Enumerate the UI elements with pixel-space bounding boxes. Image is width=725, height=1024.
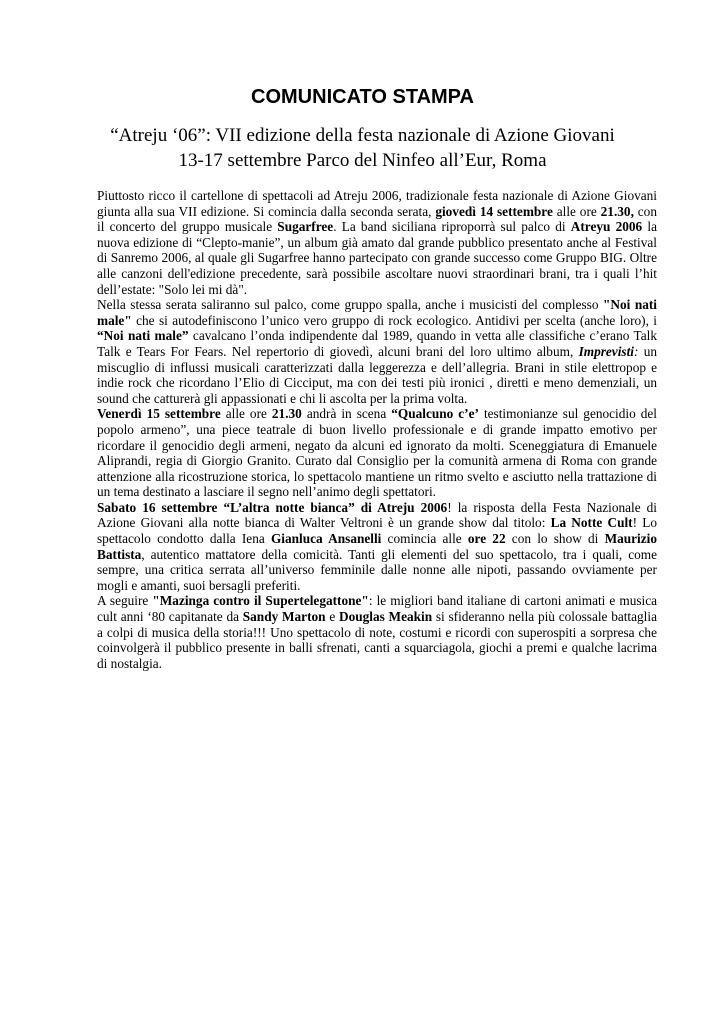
bold-text-run: "Mazinga contro il Supertelegattone" bbox=[152, 593, 369, 609]
text-run: . La band siciliana riproporrà sul palco di bbox=[333, 219, 571, 235]
text-run: ! la risposta della Festa Nazionale di Azione Giovani alla notte bianca di Walter Veltroni è un grande show dal titolo: bbox=[97, 499, 658, 531]
text-run: alle ore bbox=[552, 203, 601, 219]
bold-text-run: "Noi nati male" bbox=[97, 297, 657, 328]
text-run: andrà in scena bbox=[301, 406, 392, 422]
bold-text-run: Sugarfree bbox=[277, 219, 334, 235]
body-paragraph bbox=[97, 500, 657, 594]
text-run: si sfideranno nella più colossale battaglia a colpi di musica della storia!!! Uno spettacolo di note, costumi e ricordi con superospiti a sorpresa che coinvolgerà il pubblico presente in balli sfrenati, canti a squarciagola, giochi a premi e qualche lacrima di nostalgia. bbox=[97, 609, 657, 671]
bold-text-run: Sabato 16 settembre “L’altra notte bianca” di Atreju 2006 bbox=[97, 499, 448, 515]
subtitle-line-2: 13-17 settembre Parco del Ninfeo all’Eur, Roma bbox=[178, 150, 547, 171]
text-run: : le migliori band italiane di cartoni animati e musica cult anni ‘80 capitanate da bbox=[97, 593, 658, 625]
text-run: con lo show di bbox=[505, 531, 605, 547]
text-run: Piuttosto ricco il cartellone di spettacoli ad Atreju 2006, tradizionale festa nazionale di Azione Giovani giunta alla sua VII edizione. Si comincia dalla seconda serata, bbox=[97, 188, 657, 219]
bold-text-run: Gianluca Ansanelli bbox=[270, 531, 382, 547]
text-run: che si autodefiniscono l’unico vero gruppo di rock ecologico. Antidivi per scelta (anche loro), i bbox=[131, 312, 657, 328]
text-run: testimonianze sul genocidio del popolo armeno”, una piece teatrale di buon livello professionale e di grande impatto emotivo per ricordare il genocidio degli armeni, negato da alcuni ed ignorato da molti. Sceneggiatura di Emanuele Aliprandi, regia di Giorgio Granito. Curato dal Consiglio per la comunità armena di Roma con grande attenzione alla ricostruzione storica, lo spettacolo mantiene un ritmo svelto e asciutto nella trattazione di un tema destinato a lasciare il segno nell’animo degli spettatori. bbox=[97, 406, 657, 500]
text-run: : bbox=[633, 343, 639, 359]
text-run: Nella stessa serata saliranno sul palco, come gruppo spalla, anche i musicisti del complesso bbox=[97, 297, 603, 313]
document-body bbox=[97, 188, 657, 671]
bold-text-run: Atreyu 2006 bbox=[570, 219, 643, 235]
body-paragraph bbox=[97, 297, 657, 406]
text-run: e bbox=[325, 609, 339, 625]
body-paragraph bbox=[97, 188, 657, 297]
bold-text-run: Venerdì 15 settembre bbox=[97, 406, 221, 422]
bold-text-run: 21.30 bbox=[271, 406, 302, 422]
text-run: comincia alle bbox=[381, 531, 468, 547]
body-paragraph bbox=[97, 593, 657, 671]
bold-text-run: Sandy Marton bbox=[242, 609, 326, 625]
text-run: ! Lo spettacolo condotto dalla Iena bbox=[97, 515, 657, 547]
document-heading: COMUNICATO STAMPA bbox=[251, 86, 474, 108]
bold-text-run: Maurizio Battista bbox=[97, 531, 657, 562]
bold-text-run: “Noi nati male” bbox=[97, 328, 189, 344]
bold-text-run: 21.30, bbox=[600, 203, 634, 219]
bold-text-run: Douglas Meakin bbox=[338, 609, 433, 625]
text-run: A seguire bbox=[97, 593, 153, 609]
bold-text-run: La Notte Cult bbox=[550, 515, 633, 531]
document-subtitle bbox=[40, 123, 685, 173]
bold-text-run: ore 22 bbox=[467, 531, 506, 547]
text-run: un miscuglio di influssi musicali caratterizzati dalla leggerezza e dell’allegria. Brani in stile elettropop e indie rock che ricordano l’Elio di Cicciput, ma con dei testi più ironici , diretti e meno demenziali, un sound che catturerà gli appassionati e chi li ascolta per la prima volta. bbox=[97, 343, 657, 406]
text-run: cavalcano l’onda indipendente dal 1989, quando in vetta alle classifiche c’erano Talk Talk e Tears For Fears. Nel repertorio di giovedì, alcuni brani del loro ultimo album, bbox=[97, 328, 657, 359]
text-run: la nuova edizione di “Clepto-manie”, un album già amato dal grande pubblico presentato anche al Festival di Sanremo 2006, al quale gli Sugarfree hanno partecipato con grande successo come Gruppo BIG. Oltre alle canzoni dell'edizione precedente, sarà possibile ascoltare nuovi straordinari brani, tra i quali l’hit dell’estate: "Solo lei mi dà". bbox=[97, 219, 658, 297]
subtitle-line-1: “Atreju ‘06”: VII edizione della festa nazionale di Azione Giovani bbox=[110, 125, 615, 146]
text-run: alle ore bbox=[220, 406, 272, 422]
bold-text-run: “Qualcuno c’e’ bbox=[391, 406, 479, 422]
bold-text-run: Imprevisti bbox=[578, 343, 634, 359]
body-paragraph bbox=[97, 406, 657, 500]
bold-text-run: giovedì 14 settembre bbox=[435, 203, 553, 219]
text-run: con il concerto del gruppo musicale bbox=[97, 203, 657, 235]
text-run: , autentico mattatore della comicità. Tanti gli elementi del suo spettacolo, tra i quali, come sempre, una critica serrata all’universo femminile dalle nonne alle nipoti, passando ovviamente per mogli e amanti, suoi bersagli preferiti. bbox=[97, 546, 657, 593]
